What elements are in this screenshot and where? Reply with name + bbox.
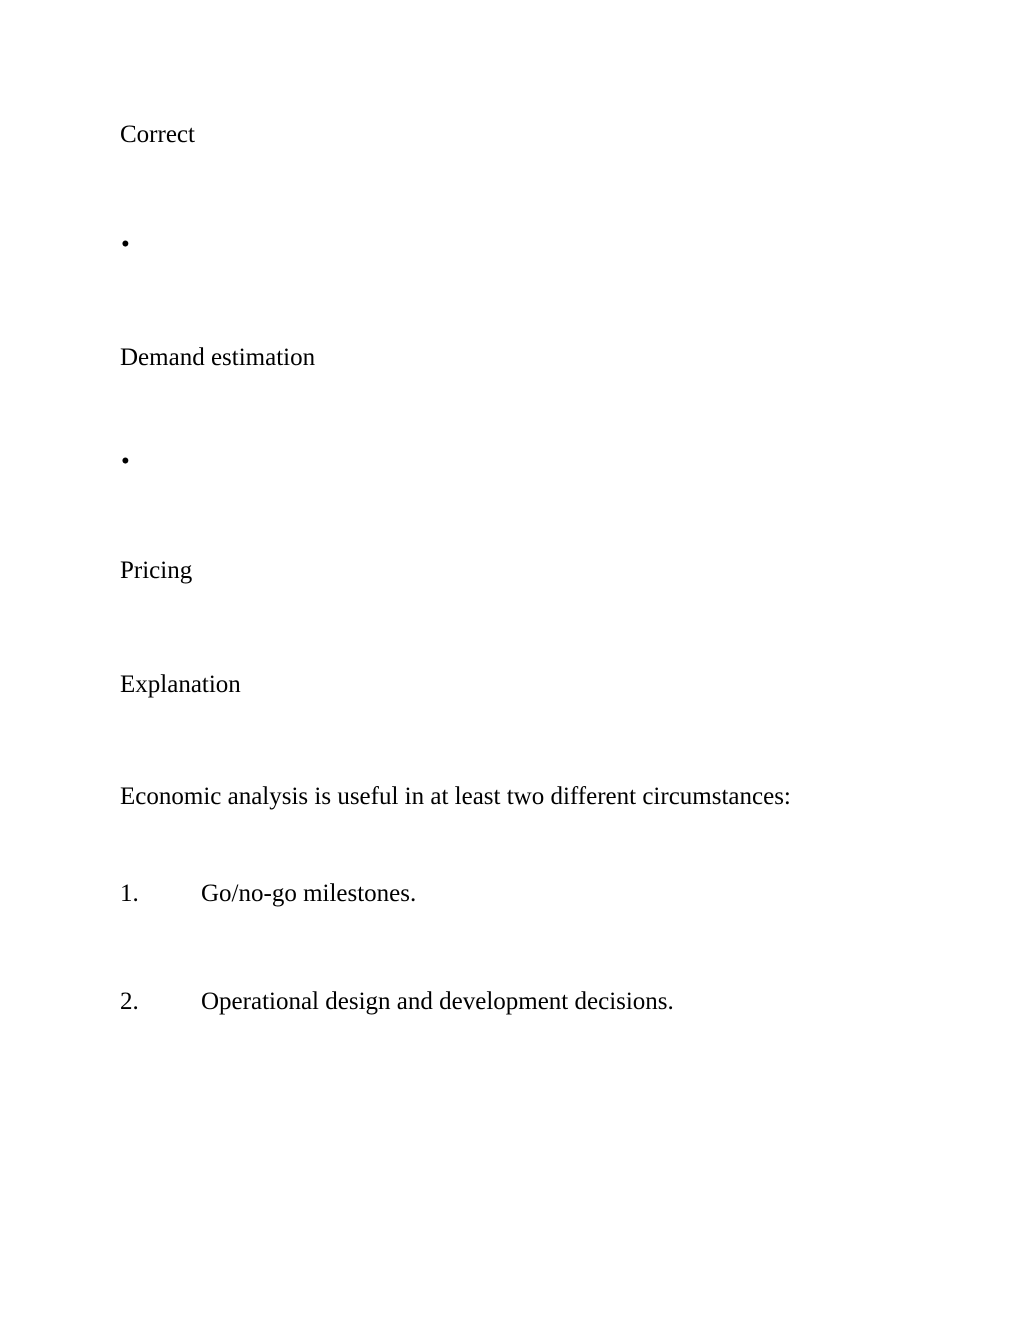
- bullet-marker-1: •: [121, 231, 130, 258]
- correct-label: Correct: [120, 121, 195, 148]
- item-text: Go/no-go milestones.: [201, 880, 417, 907]
- item-number: 2.: [120, 988, 139, 1015]
- option-demand-estimation: Demand estimation: [120, 344, 316, 371]
- item-number: 1.: [120, 880, 139, 907]
- bullet-marker-2: •: [121, 448, 130, 475]
- explanation-heading: Explanation: [120, 671, 241, 698]
- explanation-intro: Economic analysis is useful in at least two different circumstances:: [120, 783, 791, 810]
- item-text: Operational design and development decisions.: [201, 988, 674, 1015]
- option-pricing: Pricing: [120, 557, 193, 584]
